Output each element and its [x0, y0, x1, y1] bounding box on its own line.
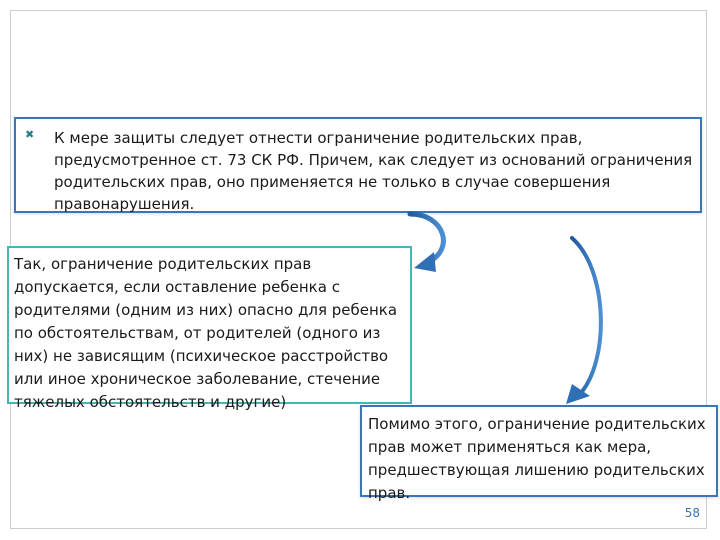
curved-arrow-to-right-box-icon [566, 238, 601, 404]
main-text: К мере защиты следует отнести ограничение родительских прав, предусмотренное ст. 73 СК РФ. Причем, как следует из оснований ограничения родительских прав, оно применяется не только в случае совершения правонарушения. [54, 129, 693, 213]
x-mark-bullet-icon: ✖ [25, 128, 35, 141]
left-text: Так, ограничение родительских прав допускается, если оставление ребенка с родителями (одним из них) опасно для ребенка по обстоятельствам, от родителей (одного из них) не зависящим (психическое расстройство или иное хроническое заболевание, стечение тяжелых обстоятельств и другие) [14, 255, 398, 411]
right-text: Помимо этого, ограничение родительских прав может применяться как мера, предшествующая лишению родительских прав. [368, 415, 706, 502]
curved-arrow-to-left-box-icon [410, 214, 443, 272]
page-number: 58 [684, 506, 700, 520]
